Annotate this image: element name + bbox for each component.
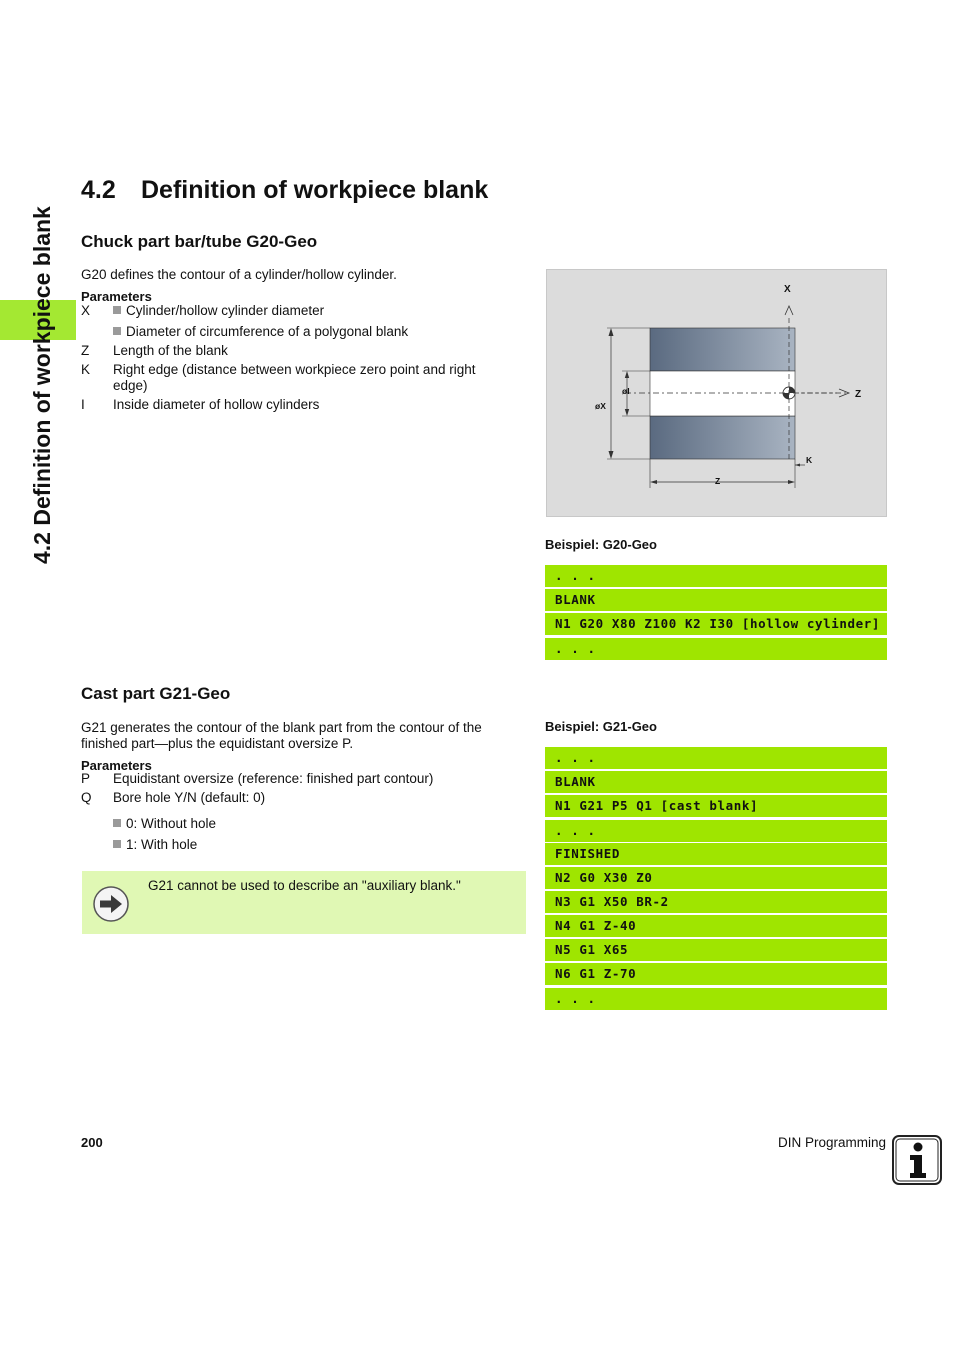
param-text: Cylinder/hollow cylinder diameter [126,303,325,318]
code-line: N4 G1 Z-40 [545,915,887,937]
bullet-square-icon [113,819,121,827]
g20-heading: Chuck part bar/tube G20-Geo [81,232,318,251]
footer-chapter: DIN Programming [777,1135,886,1150]
g20-parameters-label: Parameters [81,289,152,304]
note-text: G21 cannot be used to describe an "auxiliary blank." [148,878,461,893]
g20-figure [546,269,887,517]
g21-intro: G21 generates the contour of the blank part from the contour of the finished part—plus the equidistant oversize P. [81,720,482,751]
code-line: . . . [545,565,887,587]
code-line: FINISHED [545,843,887,865]
code-line: . . . [545,988,887,1010]
dim-label-k: K [806,455,813,465]
bore [650,371,795,416]
blank-diagram [547,270,886,516]
axis-label-x: X [784,284,791,295]
dim-label-phi-x: øX [595,401,606,411]
g21-bullet-with-hole: 1: With hole [113,837,197,853]
blank-lower-half [650,416,795,459]
section-title [81,176,488,205]
param-key: P [81,771,91,786]
param-text: Equidistant oversize (reference: finished part contour) [113,771,434,786]
g20-intro: G20 defines the contour of a cylinder/hollow cylinder. [81,267,397,282]
code-line: N1 G21 P5 Q1 [cast blank] [545,795,887,817]
param-text: Diameter of circumference of a polygonal blank [126,324,409,339]
param-text: Length of the blank [113,343,228,358]
dim-label-z: Z [715,476,721,486]
dim-label-phi-i: øI [622,386,630,396]
code-line: . . . [545,747,887,769]
bullet-square-icon [113,306,121,314]
param-key: Z [81,343,90,358]
code-line: N1 G20 X80 Z100 K2 I30 [hollow cylinder] [545,613,887,635]
code-line: . . . [545,820,887,842]
page-number: 200 [81,1135,103,1150]
code-line: . . . [545,638,887,660]
param-key: X [81,303,91,318]
bullet-square-icon [113,327,121,335]
code-line: N5 G1 X65 [545,939,887,961]
section-number: 4.2 [81,176,116,204]
g20-param-k [81,362,521,396]
param-text: Bore hole Y/N (default: 0) [113,790,266,805]
param-key: K [81,362,91,377]
g21-heading: Cast part G21-Geo [81,684,231,703]
blank-upper-half [650,328,795,371]
code-line: N2 G0 X30 Z0 [545,867,887,889]
param-text: Right edge (distance between workpiece zero point and right edge) [113,362,476,393]
section-title-text: Definition of workpiece blank [141,176,489,204]
side-chapter-title: 4.2 Definition of workpiece blank [29,206,55,564]
code-line: BLANK [545,589,887,611]
param-key: I [81,397,85,412]
axis-label-z: Z [855,389,862,400]
arrow-right-icon [92,885,130,923]
g21-parameters-label: Parameters [81,758,152,773]
code-line: N3 G1 X50 BR-2 [545,891,887,913]
g21-example-label: Beispiel: G21-Geo [545,719,657,734]
code-line: BLANK [545,771,887,793]
code-line: N6 G1 Z-70 [545,963,887,985]
g21-bullet-without-hole: 0: Without hole [113,816,216,832]
param-text: Inside diameter of hollow cylinders [113,397,320,412]
g20-example-label: Beispiel: G20-Geo [545,537,657,552]
param-key: Q [81,790,92,805]
info-icon [891,1134,943,1186]
bullet-square-icon [113,840,121,848]
